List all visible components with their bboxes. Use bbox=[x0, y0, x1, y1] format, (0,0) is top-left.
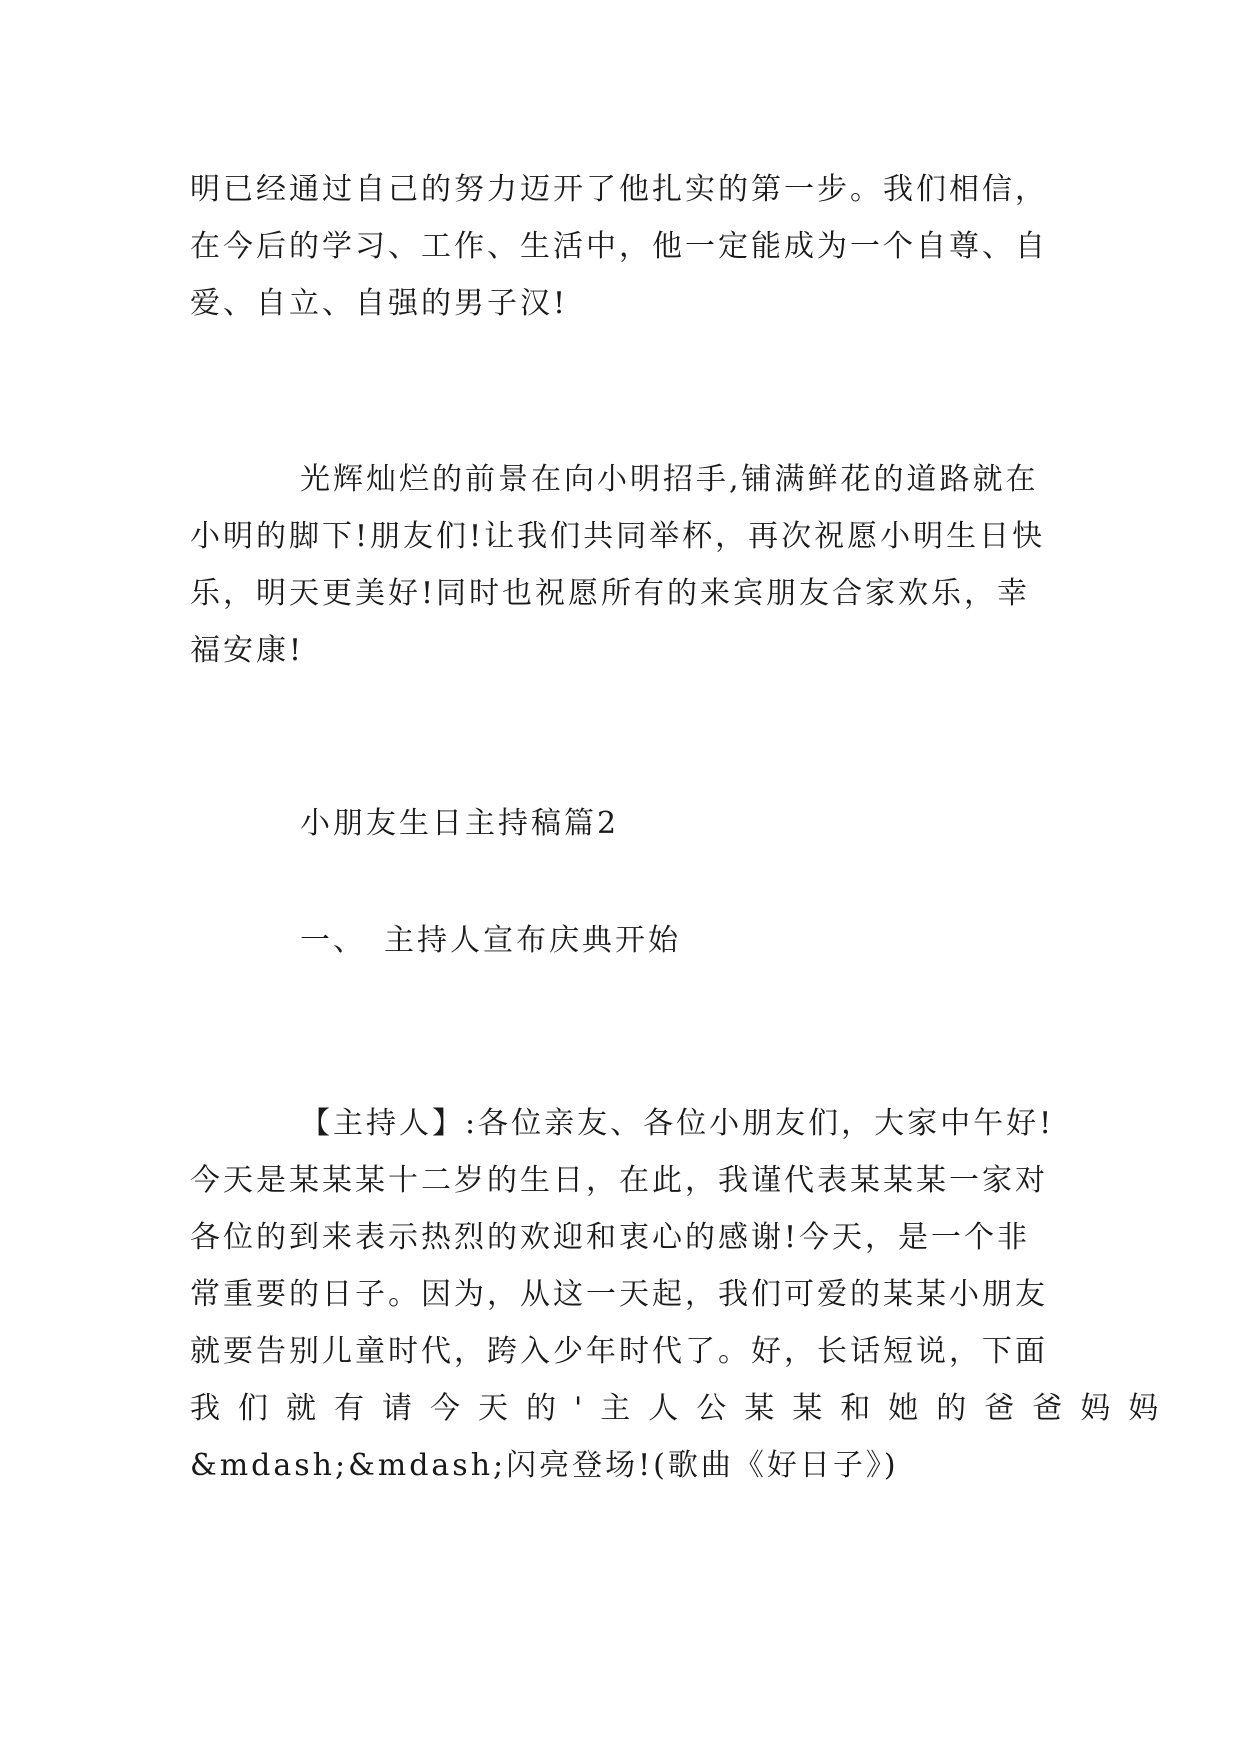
text-line: 光辉灿烂的前景在向小明招手,铺满鲜花的道路就在 bbox=[300, 462, 1039, 497]
text-line-spaced: 我们就有请今天的'主人公某某和她的爸爸妈妈 bbox=[190, 1391, 1177, 1426]
text-line: 爱、自立、自强的男子汉! bbox=[190, 286, 569, 321]
subsection-heading bbox=[190, 912, 1060, 969]
heading-text: 一、 主持人宣布庆典开始 bbox=[300, 923, 681, 958]
text-line: &mdash;&mdash;闪亮登场!(歌曲《好日子》) bbox=[190, 1448, 899, 1483]
text-line: 福安康! bbox=[190, 633, 305, 668]
paragraph-closing-wishes bbox=[190, 161, 1060, 332]
text-line: 今天是某某某十二岁的生日，在此，我谨代表某某某一家对 bbox=[190, 1163, 1048, 1198]
section-heading bbox=[190, 795, 1060, 852]
text-line: 小明的脚下!朋友们!让我们共同举杯，再次祝愿小明生日快 bbox=[190, 519, 1046, 554]
paragraph-toast bbox=[190, 451, 1060, 679]
text-line: 就要告别儿童时代，跨入少年时代了。好，长话短说，下面 bbox=[190, 1334, 1048, 1369]
text-line: 明已经通过自己的努力迈开了他扎实的第一步。我们相信， bbox=[190, 172, 1048, 207]
text-line: 常重要的日子。因为，从这一天起，我们可爱的某某小朋友 bbox=[190, 1277, 1048, 1312]
text-line: 乐，明天更美好!同时也祝愿所有的来宾朋友合家欢乐，幸 bbox=[190, 576, 1031, 611]
text-line: 各位的到来表示热烈的欢迎和衷心的感谢!今天，是一个非 bbox=[190, 1220, 1031, 1255]
text-line: 【主持人】:各位亲友、各位小朋友们，大家中午好! bbox=[300, 1106, 1055, 1141]
paragraph-host-opening bbox=[190, 1095, 1177, 1494]
heading-text: 小朋友生日主持稿篇2 bbox=[300, 806, 620, 841]
text-line: 在今后的学习、工作、生活中，他一定能成为一个自尊、自 bbox=[190, 229, 1048, 264]
